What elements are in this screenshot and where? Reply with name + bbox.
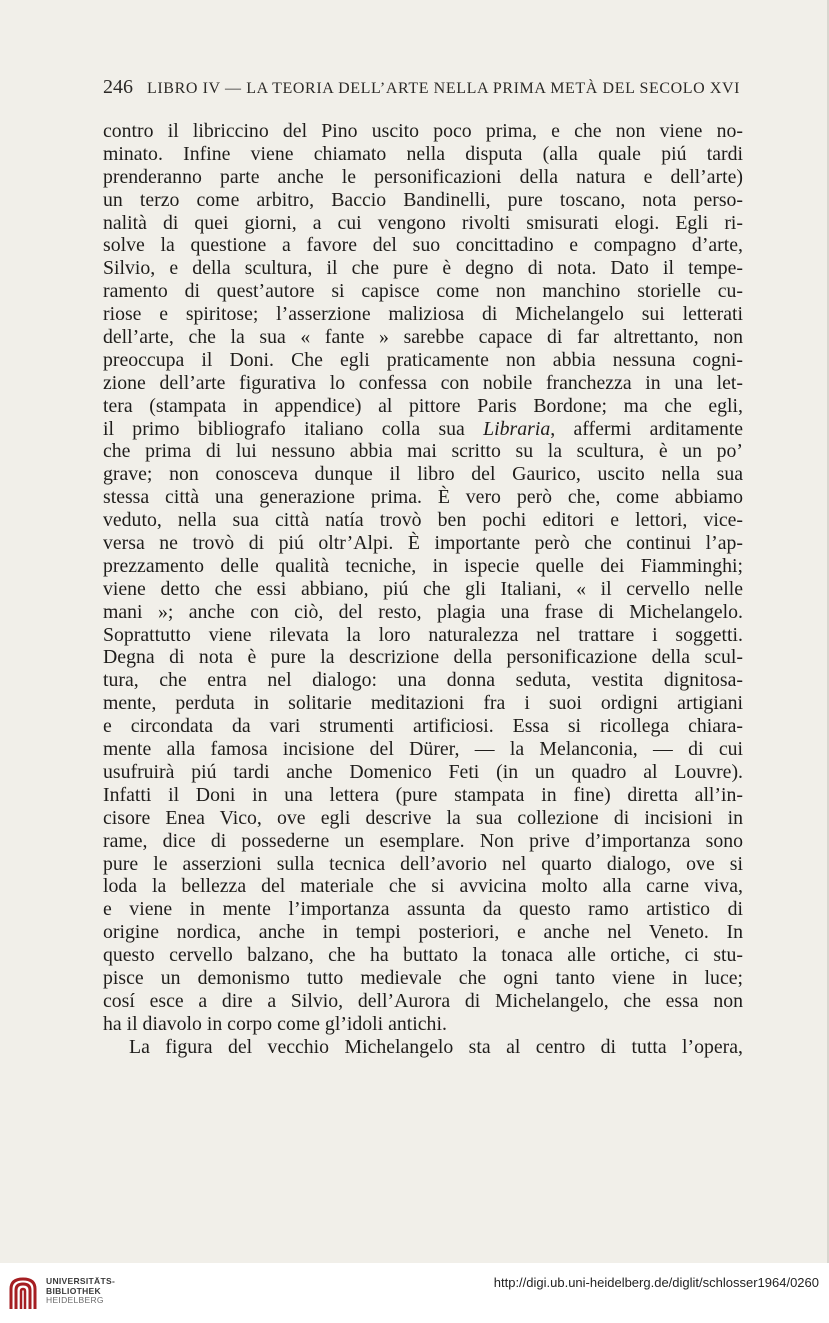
- text-line: pure le asserzioni sulla tecnica dell’avorio nel quarto dialogo, ove si: [103, 852, 743, 875]
- running-head-title: LIBRO IV — LA TEORIA DELL’ARTE NELLA PRIMA METÀ DEL SECOLO XVI: [147, 80, 741, 97]
- text-line: cosí esce a dire a Silvio, dell’Aurora di Michelangelo, che essa non: [103, 989, 743, 1012]
- university-library-logo-icon: [8, 1275, 38, 1311]
- text-line: La figura del vecchio Michelangelo sta al centro di tutta l’opera,: [129, 1035, 743, 1058]
- text-line: solve la questione a favore del suo concittadino e compagno d’arte,: [103, 234, 743, 257]
- text-line: contro il libriccino del Pino uscito poco prima, e che non viene no-: [103, 120, 743, 142]
- text-line: preoccupa il Doni. Che egli praticamente non abbia nessuna cogni-: [103, 348, 743, 371]
- text-line: e circondata da vari strumenti artificiosi. Essa si ricollega chiara-: [103, 715, 743, 738]
- text-line: tura, che entra nel dialogo: una donna seduta, vestita dignitosa-: [103, 669, 743, 692]
- text-line: Infatti il Doni in una lettera (pure stampata in fine) diretta all’in-: [103, 783, 743, 806]
- text-line: mani »; anche con ciò, del resto, plagia una frase di Michelangelo.: [103, 600, 743, 623]
- text-line: veduto, nella sua città natía trovò ben pochi editori e lettori, vice-: [103, 509, 743, 532]
- text-line: Degna di nota è pure la descrizione della personificazione della scul-: [103, 646, 743, 669]
- text-line: prezzamento delle qualità tecniche, in ispecie quelle dei Fiamminghi;: [103, 554, 743, 577]
- text-line: rame, dice di possederne un esemplare. Non prive d’importanza sono: [103, 829, 743, 852]
- logo-line: BIBLIOTHEK: [46, 1285, 101, 1296]
- text-line: il primo bibliografo italiano colla sua Libraria, affermi arditamente: [103, 417, 743, 440]
- text-line: e viene in mente l’importanza assunta da questo ramo artistico di: [103, 898, 743, 921]
- text-line: origine nordica, anche in tempi posteriori, e anche nel Veneto. In: [103, 921, 743, 944]
- text-line: un terzo come arbitro, Baccio Bandinelli, pure toscano, nota perso-: [103, 188, 743, 211]
- text-line: minato. Infine viene chiamato nella disputa (alla quale piú tardi: [103, 142, 743, 165]
- logo-line: HEIDELBERG: [46, 1295, 104, 1306]
- text-line: usufruirà piú tardi anche Domenico Feti (in un quadro al Louvre).: [103, 760, 743, 783]
- book-title: Libraria: [483, 417, 551, 440]
- text-line: riose e spiritose; l’asserzione maliziosa di Michelangelo sui letterati: [103, 303, 743, 326]
- logo-line: UNIVERSITÄTS-: [46, 1276, 116, 1286]
- text-line: mente, perduta in solitarie meditazioni fra i suoi ordigni artigiani: [103, 692, 743, 715]
- text-line: grave; non conosceva dunque il libro del Gaurico, uscito nella sua: [103, 463, 743, 486]
- text-line: tera (stampata in appendice) al pittore Paris Bordone; ma che egli,: [103, 394, 743, 417]
- text-line: loda la bellezza del materiale che si avvicina molto alla carne viva,: [103, 875, 743, 898]
- text-line: pisce un demonismo tutto medievale che ogni tanto viene in luce;: [103, 966, 743, 989]
- text-line: questo cervello balzano, che ha buttato la tonaca alle ortiche, ci stu-: [103, 944, 743, 967]
- page-number: 246: [103, 76, 133, 98]
- text-line: che prima di lui nessuno abbia mai scritto su la scultura, è un po’: [103, 440, 743, 463]
- text-line: Silvio, e della scultura, il che pure è degno di nota. Dato il tempe-: [103, 257, 743, 280]
- permalink-url[interactable]: http://digi.ub.uni-heidelberg.de/diglit/schlosser1964/0260: [493, 1275, 819, 1290]
- text-line: ha il diavolo in corpo come gl’idoli antichi.: [103, 1012, 447, 1035]
- text-line: viene detto che essi abbiano, piú che gli Italiani, « il cervello nelle: [103, 577, 743, 600]
- text-line: mente alla famosa incisione del Dürer, — la Melanconia, — di cui: [103, 738, 743, 761]
- text-line: Soprattutto viene rilevata la loro naturalezza nel trattare i soggetti.: [103, 623, 743, 646]
- text-line: prenderanno parte anche le personificazioni della natura e dell’arte): [103, 165, 743, 188]
- footer-bar: [0, 1263, 829, 1323]
- library-name: [46, 1277, 115, 1306]
- text-line: stessa città una generazione prima. È vero però che, come abbiamo: [103, 486, 743, 509]
- text-line: versa ne trovò di piú oltr’Alpi. È importante però che continui l’ap-: [103, 532, 743, 555]
- text-line: dell’arte, che la sua « fante » sarebbe capace di far altrettanto, non: [103, 326, 743, 349]
- text-line: cisore Enea Vico, ove egli descrive la sua collezione di incisioni in: [103, 806, 743, 829]
- text-line: nalità di quei giorni, a cui vengono rivolti smisurati elogi. Egli ri-: [103, 211, 743, 234]
- running-head: [103, 76, 753, 99]
- text-line: ramento di quest’autore si capisce come non manchino storielle cu-: [103, 280, 743, 303]
- body-text: [103, 120, 743, 1059]
- text-line: zione dell’arte figurativa lo confessa con nobile franchezza in una let-: [103, 371, 743, 394]
